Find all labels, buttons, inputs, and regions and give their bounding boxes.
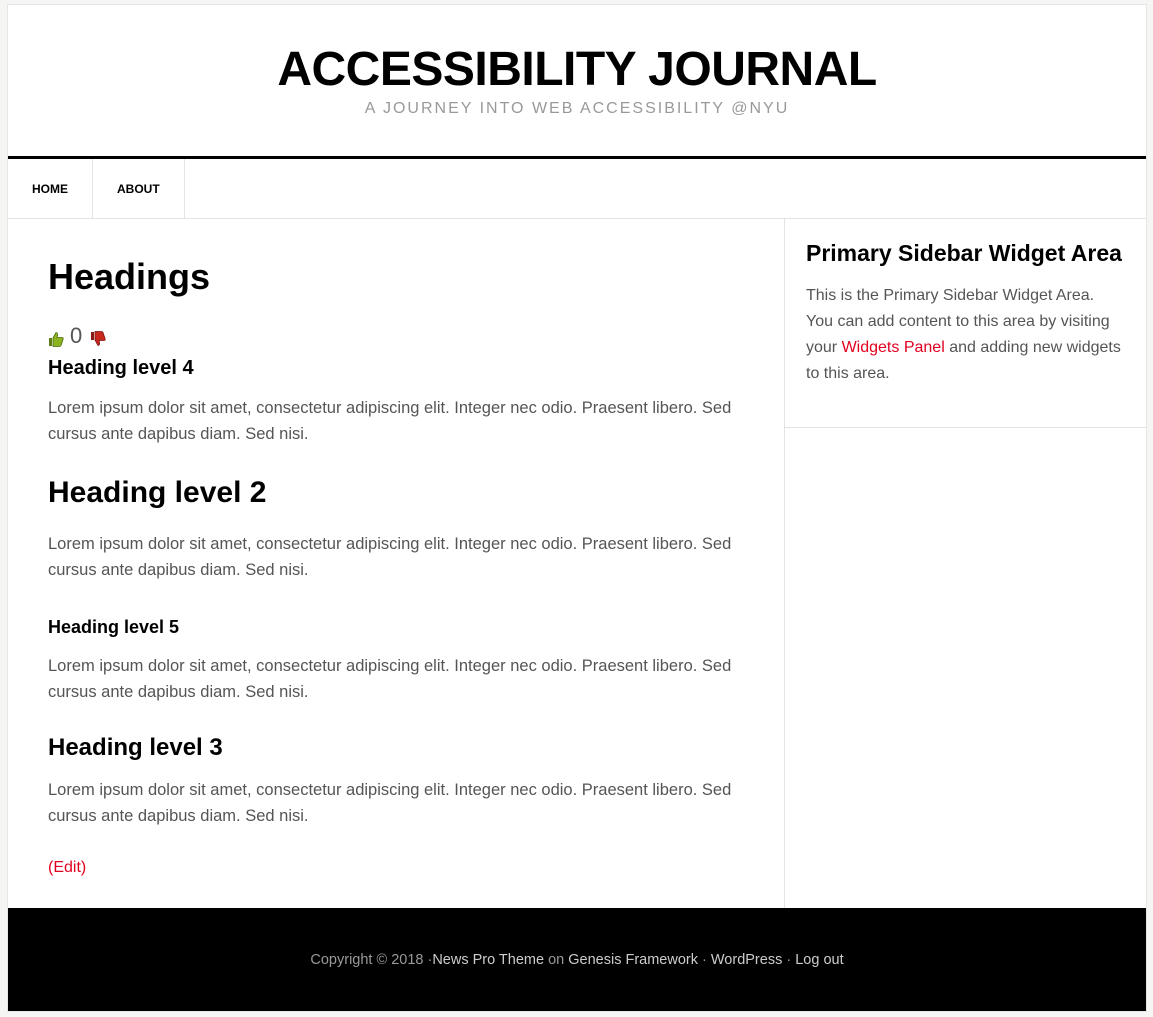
heading-level-2: Heading level 2 [48,476,267,509]
edit-link[interactable]: (Edit) [48,859,87,876]
footer-copyright: Copyright © 2018 · [310,951,433,968]
primary-sidebar [785,219,1146,908]
logout-link[interactable]: Log out [795,951,844,968]
vote-widget [48,321,744,347]
footer-on: on [544,951,569,968]
widget-text [806,283,1125,387]
wordpress-link[interactable]: WordPress [710,951,783,968]
paragraph: Lorem ipsum dolor sit amet, consectetur adipiscing elit. Integer nec odio. Praesent libero. Sed cursus ante dapibus diam. Sed nisi. [48,399,732,443]
framework-link[interactable]: Genesis Framework [568,951,698,968]
content-wrap [8,219,1146,908]
theme-link[interactable]: News Pro Theme [432,951,545,968]
site-container [8,5,1146,1011]
thumbs-down-icon[interactable] [90,331,106,347]
heading-level-5: Heading level 5 [48,617,180,637]
thumbs-up-icon[interactable] [48,331,64,347]
paragraph: Lorem ipsum dolor sit amet, consectetur adipiscing elit. Integer nec odio. Praesent libero. Sed cursus ante dapibus diam. Sed nisi. [48,781,732,825]
nav-item-home[interactable]: HOME [8,159,93,218]
heading-level-3: Heading level 3 [48,734,223,761]
site-header [8,5,1146,159]
main-content [8,219,785,908]
vote-count: 0 [70,323,83,348]
footer-separator: · [697,951,711,968]
widget-title: Primary Sidebar Widget Area [806,240,1122,266]
heading-level-4: Heading level 4 [48,357,194,379]
nav-item-about[interactable]: ABOUT [93,159,185,218]
primary-nav [8,159,1146,219]
entry-title: Headings [48,256,211,297]
site-description: A JOURNEY INTO WEB ACCESSIBILITY @NYU [364,100,790,117]
site-title[interactable]: ACCESSIBILITY JOURNAL [277,43,877,96]
paragraph: Lorem ipsum dolor sit amet, consectetur adipiscing elit. Integer nec odio. Praesent libero. Sed cursus ante dapibus diam. Sed nisi. [48,535,732,579]
widgets-panel-link[interactable]: Widgets Panel [841,339,945,356]
paragraph: Lorem ipsum dolor sit amet, consectetur adipiscing elit. Integer nec odio. Praesent libero. Sed cursus ante dapibus diam. Sed nisi. [48,657,732,701]
sidebar-widget [785,219,1146,428]
site-footer [8,908,1146,1011]
widget-text-before: This is the Primary Sidebar Widget Area. You can add content to this area by visiting your [806,287,1110,356]
footer-separator: · [782,951,796,968]
widget-text-after: and adding new widgets to this area. [806,339,1121,382]
